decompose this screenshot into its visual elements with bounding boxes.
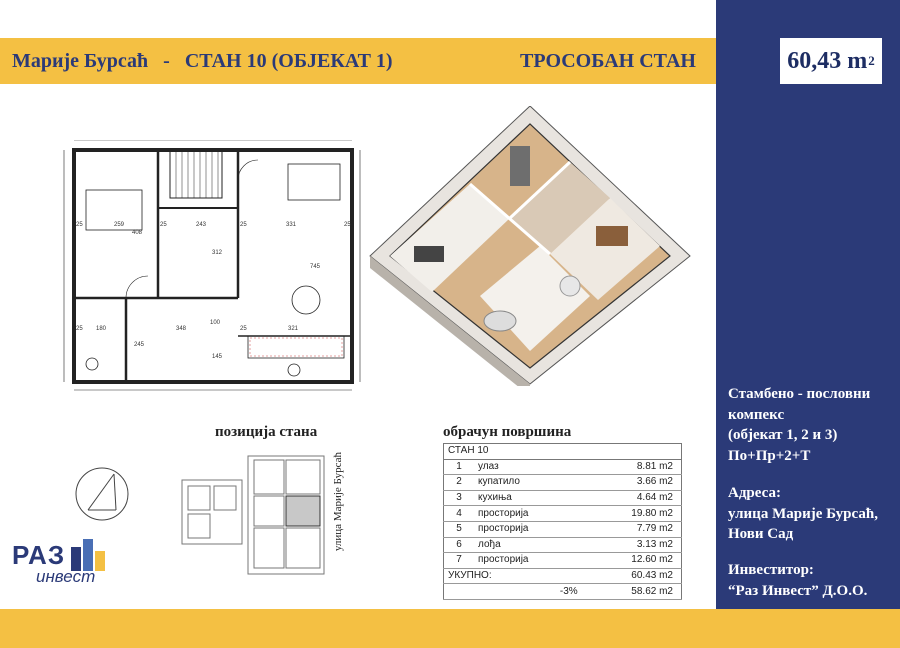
dim-label: 331 [286,222,297,228]
reduced-label: -3% [444,584,582,600]
table-title: СТАН 10 [444,444,682,460]
dim-label: 312 [212,250,223,256]
dim-label: 25 [240,222,247,228]
row-number: 2 [444,475,475,491]
complex-line: компекс [728,406,785,423]
table-row [444,506,682,522]
dim-label: 25 [344,222,351,228]
row-number: 7 [444,553,475,569]
total-label: УКУПНО: [444,568,582,584]
area-table [443,443,682,600]
area-value: 60,43 m [787,47,868,74]
row-number: 1 [444,459,475,475]
area-unit-sup: 2 [868,53,875,68]
area-badge [779,37,883,85]
row-name: просторија [474,506,582,522]
investor-line: Инвеститор: [728,562,814,578]
table-row [444,459,682,475]
building-icon [69,537,109,571]
row-value: 12.60 m2 [582,553,682,569]
reduced-value: 58.62 m2 [582,584,682,600]
table-row [444,521,682,537]
dim-label: 100 [210,320,221,326]
row-name: кухиња [474,490,582,506]
investor-line: “Раз Инвест” Д.О.О. [728,582,868,599]
table-row [444,475,682,491]
row-name: купатило [474,475,582,491]
row-value: 19.80 m2 [582,506,682,522]
dim-label: 245 [134,342,145,348]
total-row [444,568,682,584]
address-line: Нови Сад [728,526,794,542]
compass-icon [74,466,130,522]
dim-label: 321 [288,326,299,332]
row-value: 3.13 m2 [582,537,682,553]
row-number: 5 [444,521,475,537]
dim-label: 25 [76,222,83,228]
table-header-row [444,444,682,460]
row-name: просторија [474,521,582,537]
dim-label: 145 [212,354,223,360]
street-label: улица Марије Бурсаћ [332,452,344,552]
dim-label: 259 [114,222,125,228]
complex-line: По+Пр+2+Т [728,447,811,464]
dim-label: 25 [76,326,83,332]
row-value: 4.64 m2 [582,490,682,506]
table-row [444,490,682,506]
row-number: 4 [444,506,475,522]
address-info [728,483,896,545]
row-value: 8.81 m2 [582,459,682,475]
dim-label: 408 [132,230,143,236]
dim-label: 243 [196,222,207,228]
row-name: лођа [474,537,582,553]
row-value: 7.79 m2 [582,521,682,537]
apartment-3d-render [360,106,700,386]
row-name: улаз [474,459,582,475]
complex-line: (објекат 1, 2 и 3) [728,427,838,443]
address-line: Адреса: [728,485,781,501]
info-panel [716,0,900,648]
row-value: 3.66 m2 [582,475,682,491]
dim-label: 180 [96,326,107,332]
complex-info [728,384,896,466]
dim-label: 348 [176,326,187,332]
building-position-plan [178,450,328,580]
apartment-type: ТРОСОБАН СТАН [520,50,696,72]
total-value: 60.43 m2 [582,568,682,584]
row-number: 6 [444,537,475,553]
dim-label: 25 [240,326,247,332]
position-label: позиција стана [215,424,318,440]
dim-label: 745 [310,264,321,270]
logo-main-text: РАЗ [12,540,66,570]
table-row [444,537,682,553]
project-title: Марије Бурсаћ - СТАН 10 (ОБЈЕКАТ 1) [12,50,393,72]
reduced-row [444,584,682,600]
logo-sub-text: инвест [36,567,96,586]
floor-plan [62,140,362,392]
company-logo [12,537,109,587]
row-name: просторија [474,553,582,569]
table-row [444,553,682,569]
complex-line: Стамбено - пословни [728,386,871,402]
area-section-label: обрачун површина [443,424,572,440]
investor-info [728,560,896,601]
dim-label: 25 [160,222,167,228]
address-line: улица Марије Бурсаћ, [728,505,878,522]
footer-bar [0,609,900,648]
row-number: 3 [444,490,475,506]
